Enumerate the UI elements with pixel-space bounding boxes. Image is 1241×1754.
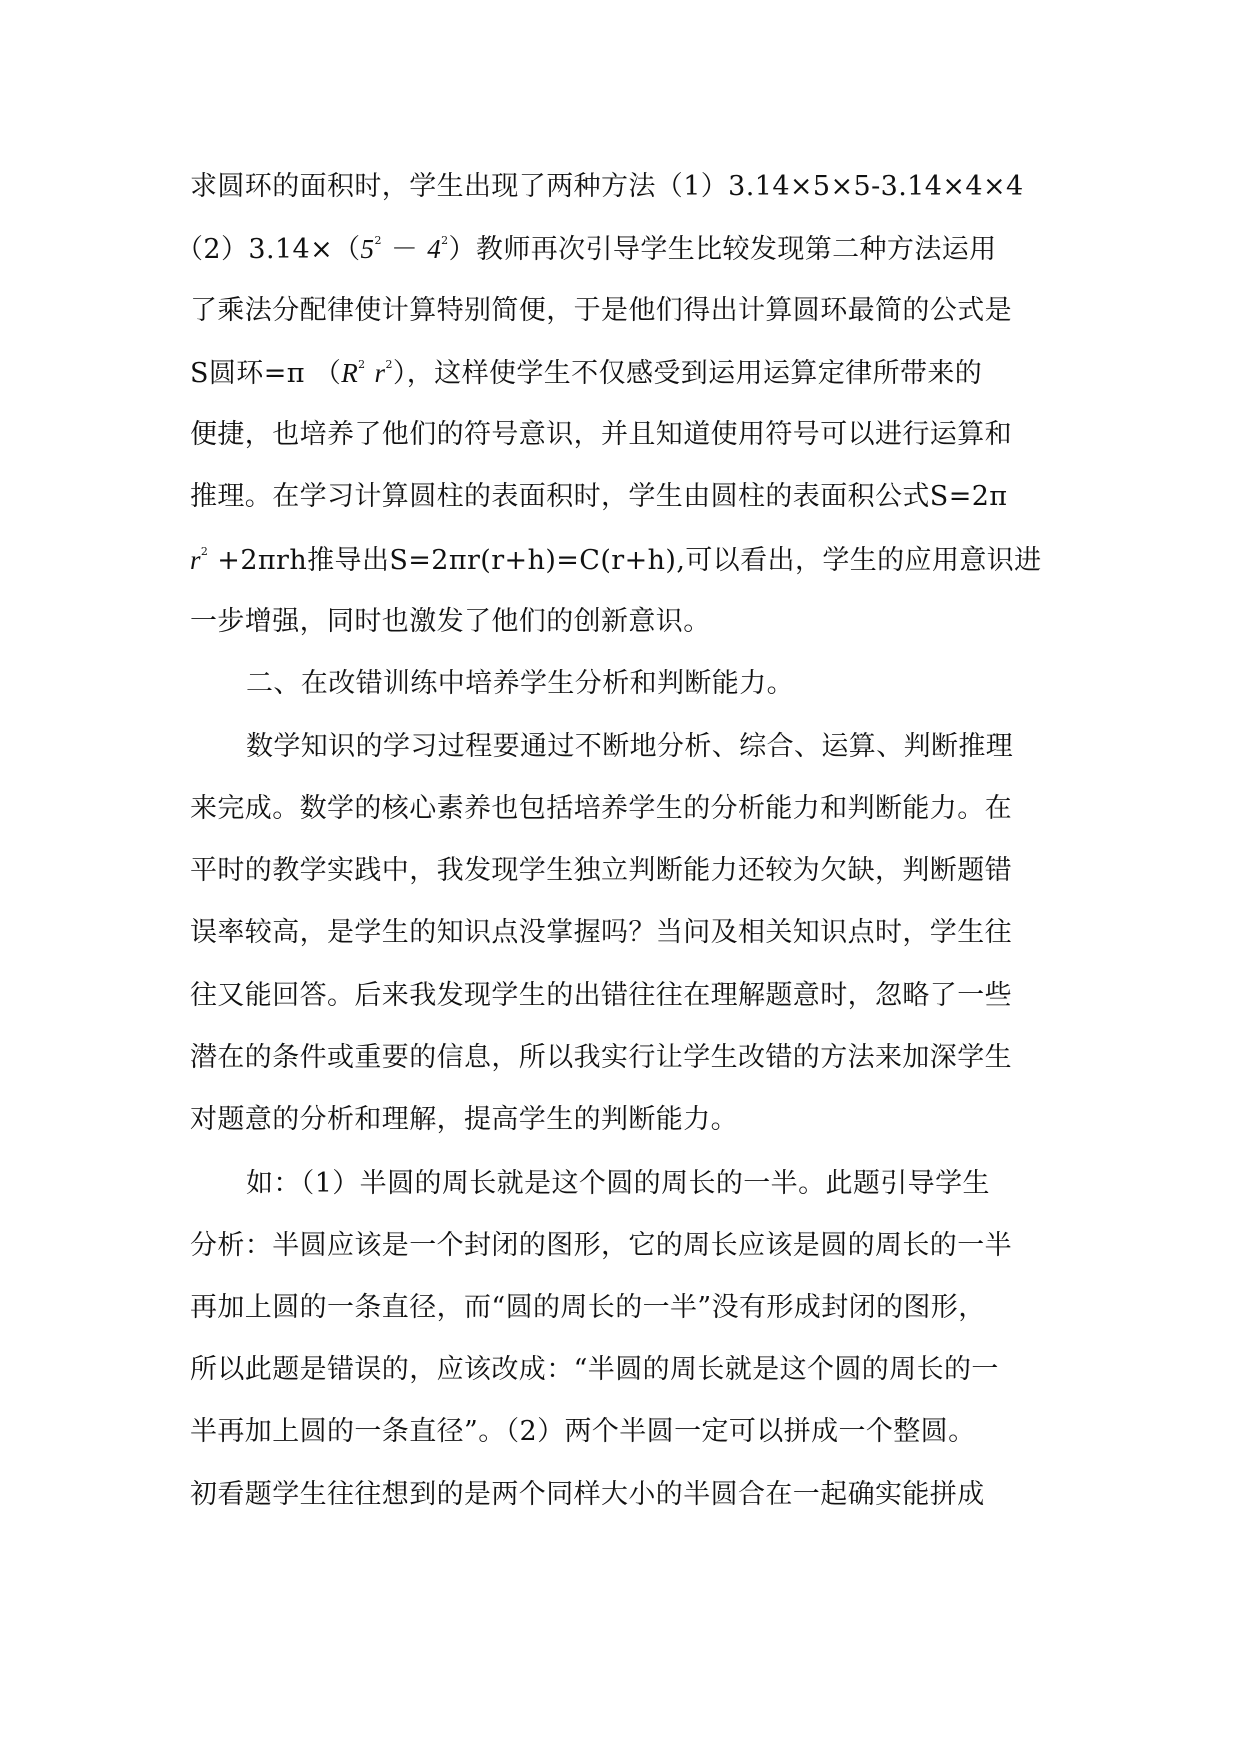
text-segment: （2）3.14×（ <box>176 234 361 265</box>
text-line: 潜在的条件或重要的信息，所以我实行让学生改错的方法来加深学生 <box>190 1042 1012 1073</box>
formula-exponent: 2 <box>374 234 382 247</box>
text-line: 来完成。数学的核心素养也包括培养学生的分析能力和判断能力。在 <box>190 793 1012 824</box>
text-line: 便捷，也培养了他们的符号意识，并且知道使用符号可以进行运算和 <box>190 419 1012 450</box>
text-line: 半再加上圆的一条直径”。（2）两个半圆一定可以拼成一个整圆。 <box>190 1416 976 1447</box>
text-line: 分析：半圆应该是一个封闭的图形，它的周长应该是圆的周长的一半 <box>190 1230 1012 1261</box>
formula-exponent: 2 <box>200 545 209 558</box>
formula-exponent: 2 <box>358 358 366 371</box>
text-line: 所以此题是错误的，应该改成：“半圆的周长就是这个圆的周长的一 <box>190 1354 999 1385</box>
text-line: 往又能回答。后来我发现学生的出错往往在理解题意时，忽略了一些 <box>190 980 1012 1011</box>
text-line-with-formula <box>190 353 1050 393</box>
text-line: 误率较高，是学生的知识点没掌握吗？当问及相关知识点时，学生往 <box>190 917 1012 948</box>
text-line: 再加上圆的一条直径，而“圆的周长的一半”没有形成封闭的图形， <box>190 1292 986 1323</box>
text-segment <box>366 358 375 389</box>
section-heading: 二、在改错训练中培养学生分析和判断能力。 <box>246 668 794 699</box>
formula-base: 5 <box>360 234 375 264</box>
text-line-with-formula <box>176 229 1050 269</box>
text-segment: S圆环=π （ <box>190 358 342 389</box>
text-line-with-formula <box>190 540 1050 580</box>
text-line: 推理。在学习计算圆柱的表面积时，学生由圆柱的表面积公式S=2π <box>190 481 1008 512</box>
text-line: 对题意的分析和理解，提高学生的判断能力。 <box>190 1104 738 1135</box>
formula-base: r <box>374 358 386 388</box>
text-line: 如：（1）半圆的周长就是这个圆的周长的一半。此题引导学生 <box>246 1168 990 1199</box>
formula-exponent: 2 <box>441 234 449 247</box>
text-line: 平时的教学实践中，我发现学生独立判断能力还较为欠缺，判断题错 <box>190 855 1012 886</box>
formula-exponent: 2 <box>385 358 393 371</box>
text-segment: ）教师再次引导学生比较发现第二种方法运用 <box>448 234 997 265</box>
text-segment: +2πrh推导出S=2πr(r+h)=C(r+h),可以看出，学生的应用意识进 <box>208 545 1042 576</box>
text-line: 了乘法分配律使计算特别简便，于是他们得出计算圆环最简的公式是 <box>190 295 1012 326</box>
text-segment: ），这样使学生不仅感受到运用运算定律所带来的 <box>392 358 983 389</box>
formula-base: R <box>341 358 359 388</box>
formula-base: 4 <box>427 234 442 264</box>
formula-base: r <box>190 545 201 575</box>
text-line: 初看题学生往往想到的是两个同样大小的半圆合在一起确实能拼成 <box>190 1479 985 1510</box>
text-line: 数学知识的学习过程要通过不断地分析、综合、运算、判断推理 <box>246 731 1014 762</box>
text-line: 求圆环的面积时，学生出现了两种方法（1）3.14×5×5-3.14×4×4 <box>190 171 1024 202</box>
text-segment: － <box>381 234 428 265</box>
text-line: 一步增强，同时也激发了他们的创新意识。 <box>190 606 711 637</box>
